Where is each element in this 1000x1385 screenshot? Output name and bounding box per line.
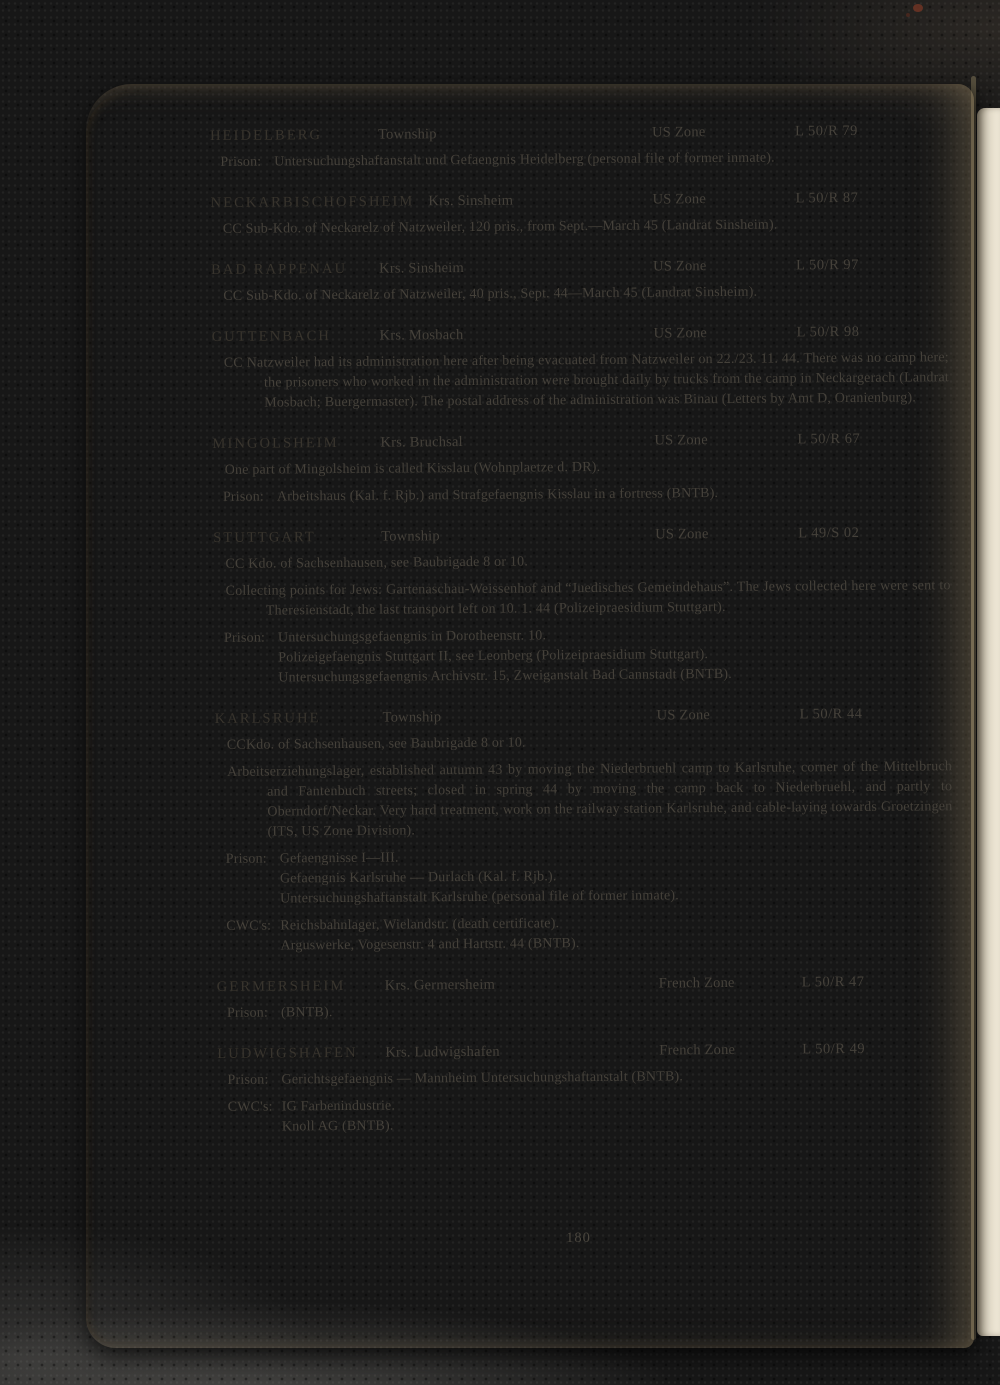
map-reference-code: L 50/R 98 xyxy=(796,323,860,341)
block-lines xyxy=(277,482,950,507)
entry-line: Knoll AG (BNTB). xyxy=(281,1118,394,1135)
gazetteer-entry xyxy=(217,971,954,1024)
entry-line: IG Farbenindustrie. xyxy=(281,1098,396,1115)
entry-body xyxy=(211,214,948,240)
labeled-block xyxy=(224,623,951,689)
gazetteer-entry xyxy=(213,522,951,689)
occupation-zone: US Zone xyxy=(655,526,709,543)
entry-note: CC Natzweiler had its administration here after being evacuated from Natzweiler on 22./23. 11. 44. There was no camp here; the prisoners who worked in the administration were brought daily by trucks from the camp in Neckargerach (Landrat Mosbach; Buergermaster). The postal address of the administration was Binau (Letters by Amt D, Oranienburg). xyxy=(223,350,950,411)
gazetteer-entry xyxy=(215,703,954,957)
entry-line: Untersuchungsgefaengnis in Dorotheenstr. 10. xyxy=(277,628,547,646)
labeled-block xyxy=(223,482,950,508)
town-name: GUTTENBACH xyxy=(211,328,331,345)
entry-line: (BNTB). xyxy=(280,1005,333,1021)
block-lines xyxy=(281,1065,954,1090)
town-name: BAD RAPPENAU xyxy=(211,260,348,278)
entry-body xyxy=(210,147,947,173)
entry-line: Untersuchungsgefaengnis Archivstr. 15, Zweiganstalt Bad Cannstadt (BNTB). xyxy=(278,666,732,686)
block-label: Prison: xyxy=(223,630,266,646)
occupation-zone: US Zone xyxy=(652,191,707,208)
map-reference-code: L 50/R 87 xyxy=(795,189,859,207)
gazetteer-entry xyxy=(211,254,948,307)
entry-line: Arbeitshaus (Kal. f. Rjb.) and Strafgefaengnis Kisslau in a fortress (BNTB). xyxy=(276,486,719,505)
gazetteer-entry xyxy=(210,120,947,173)
entry-body xyxy=(213,455,950,508)
district-label: Township xyxy=(381,528,440,545)
labeled-block xyxy=(226,844,953,910)
occupation-zone: French Zone xyxy=(658,974,735,992)
labeled-block xyxy=(220,147,947,173)
page-number: 180 xyxy=(566,1230,591,1246)
town-name: HEIDELBERG xyxy=(210,127,323,144)
entry-header xyxy=(212,428,949,454)
entry-line: Untersuchungshaftanstalt Karlsruhe (personal file of former inmate). xyxy=(280,888,679,907)
entry-note: CCKdo. of Sachsenhausen, see Baubrigade 8 or 10. xyxy=(226,735,526,753)
entry-body xyxy=(215,730,954,957)
entry-note: Collecting points for Jews: Gartenaschau-Weissenhof and “Juedisches Gemeindehaus”. The Jews collected here were sent to Theresienstadt, the last transport left on 10. 1. 44 (Polizeipraesidium Stuttgart). xyxy=(225,578,951,619)
block-label: Prison: xyxy=(220,154,262,170)
red-speck xyxy=(913,4,923,12)
entry-line: Reichsbahnlager, Wielandstr. (death certificate). xyxy=(280,916,560,934)
district-label: Krs. Bruchsal xyxy=(380,434,463,451)
occupation-zone: US Zone xyxy=(652,124,706,141)
town-name: NECKARBISCHOFSHEIM xyxy=(210,193,415,211)
entry-note: One part of Mingolsheim is called Kisslau (Wohnplaetze d. DR). xyxy=(224,459,601,478)
town-name: LUDWIGSHAFEN xyxy=(217,1044,358,1062)
gazetteer-entry xyxy=(217,1038,955,1138)
entry-line: Gerichtsgefaengnis — Mannheim Untersuchungshaftanstalt (BNTB). xyxy=(281,1069,684,1088)
district-label: Township xyxy=(382,709,442,726)
gazetteer-entry xyxy=(212,428,950,508)
map-reference-code: L 50/R 44 xyxy=(799,705,863,723)
block-lines xyxy=(282,1092,955,1137)
map-reference-code: L 50/R 79 xyxy=(794,122,858,140)
map-reference-code: L 50/R 97 xyxy=(796,256,859,274)
book-page xyxy=(86,84,974,1348)
entry-note: CC Kdo. of Sachsenhausen, see Baubrigade 8 or 10. xyxy=(225,554,529,572)
labeled-block xyxy=(226,911,953,957)
district-label: Krs. Ludwigshafen xyxy=(385,1043,500,1061)
entry-line: Gefaengnisse I—III. xyxy=(279,850,399,867)
entry-line: Polizeigefaengnis Stuttgart II, see Leonberg (Polizeipraesidium Stuttgart). xyxy=(278,647,709,666)
district-label: Krs. Mosbach xyxy=(379,327,464,344)
entry-line: Gefaengnis Karlsruhe — Durlach (Kal. f. Rjb.). xyxy=(279,869,557,887)
entry-note: Arbeitserziehungslager, established autumn 43 by moving the Niederbruehl camp to Karlsruhe, corner of the Mittelbruch and Fantenbuch streets; closed in spring 44 by moving the camp back to Niederbruehl, and partly to Oberndorf/Neckar. Very hard treatment, work on the railway station Karlsruhe, and cable-laying towards Groetzingen (ITS, US Zone Division). xyxy=(227,759,953,840)
adjacent-page-edge xyxy=(977,108,1000,1336)
block-lines xyxy=(280,911,953,956)
block-lines xyxy=(278,623,951,688)
map-reference-code: L 49/S 02 xyxy=(798,524,860,542)
gazetteer-entry xyxy=(211,187,948,240)
entry-header xyxy=(217,971,954,997)
page-content xyxy=(210,120,955,1138)
entry-header xyxy=(213,522,950,548)
entry-header xyxy=(210,120,947,146)
labeled-block xyxy=(228,1092,955,1138)
entry-line: Untersuchungshaftanstalt und Gefaengnis Heidelberg (personal file of former inmate). xyxy=(274,150,775,170)
entry-body xyxy=(211,281,948,307)
district-label: Krs. Sinsheim xyxy=(379,260,464,277)
entry-line: Arguswerke, Vogesenstr. 4 and Hartstr. 44 (BNTB). xyxy=(280,936,580,954)
occupation-zone: US Zone xyxy=(654,432,708,449)
occupation-zone: US Zone xyxy=(653,258,707,275)
district-label: Township xyxy=(378,126,437,143)
map-reference-code: L 50/R 67 xyxy=(797,430,861,448)
block-label: Prison: xyxy=(227,1072,269,1088)
block-label: Prison: xyxy=(225,851,267,867)
entry-note: CC Sub-Kdo. of Neckarelz of Natzweiler, 40 pris., Sept. 44—March 45 (Landrat Sinsheim). xyxy=(223,284,758,304)
entry-header xyxy=(211,254,948,280)
entry-header xyxy=(217,1038,954,1064)
occupation-zone: US Zone xyxy=(656,707,711,724)
entry-body xyxy=(217,998,954,1024)
entry-body xyxy=(217,1065,955,1138)
page-edges xyxy=(86,92,148,1344)
occupation-zone: French Zone xyxy=(659,1041,736,1059)
entry-header xyxy=(211,187,948,213)
town-name: MINGOLSHEIM xyxy=(212,434,339,452)
occupation-zone: US Zone xyxy=(653,325,708,342)
block-label: Prison: xyxy=(222,489,265,505)
labeled-block xyxy=(227,1065,954,1091)
entry-note: CC Sub-Kdo. of Neckarelz of Natzweiler, 120 pris., from Sept.—March 45 (Landrat Sinsheim). xyxy=(222,217,778,237)
block-lines xyxy=(274,147,947,172)
block-label: Prison: xyxy=(226,1005,269,1021)
block-label: CWC's: xyxy=(227,1099,273,1115)
map-reference-code: L 50/R 47 xyxy=(801,973,865,991)
block-lines xyxy=(281,998,954,1023)
block-label: CWC's: xyxy=(226,918,272,934)
district-label: Krs. Sinsheim xyxy=(428,192,514,210)
labeled-block xyxy=(227,998,954,1024)
block-lines xyxy=(280,844,953,909)
map-reference-code: L 50/R 49 xyxy=(802,1040,866,1058)
district-label: Krs. Germersheim xyxy=(384,976,496,994)
town-name: STUTTGART xyxy=(213,529,316,546)
red-speck-small xyxy=(906,13,910,17)
entry-body xyxy=(213,549,951,689)
town-name: KARLSRUHE xyxy=(214,710,321,727)
gazetteer-entry xyxy=(212,321,950,414)
entry-header xyxy=(212,321,949,347)
town-name: GERMERSHEIM xyxy=(216,977,346,995)
entry-body xyxy=(212,348,949,414)
entry-header xyxy=(215,703,952,729)
